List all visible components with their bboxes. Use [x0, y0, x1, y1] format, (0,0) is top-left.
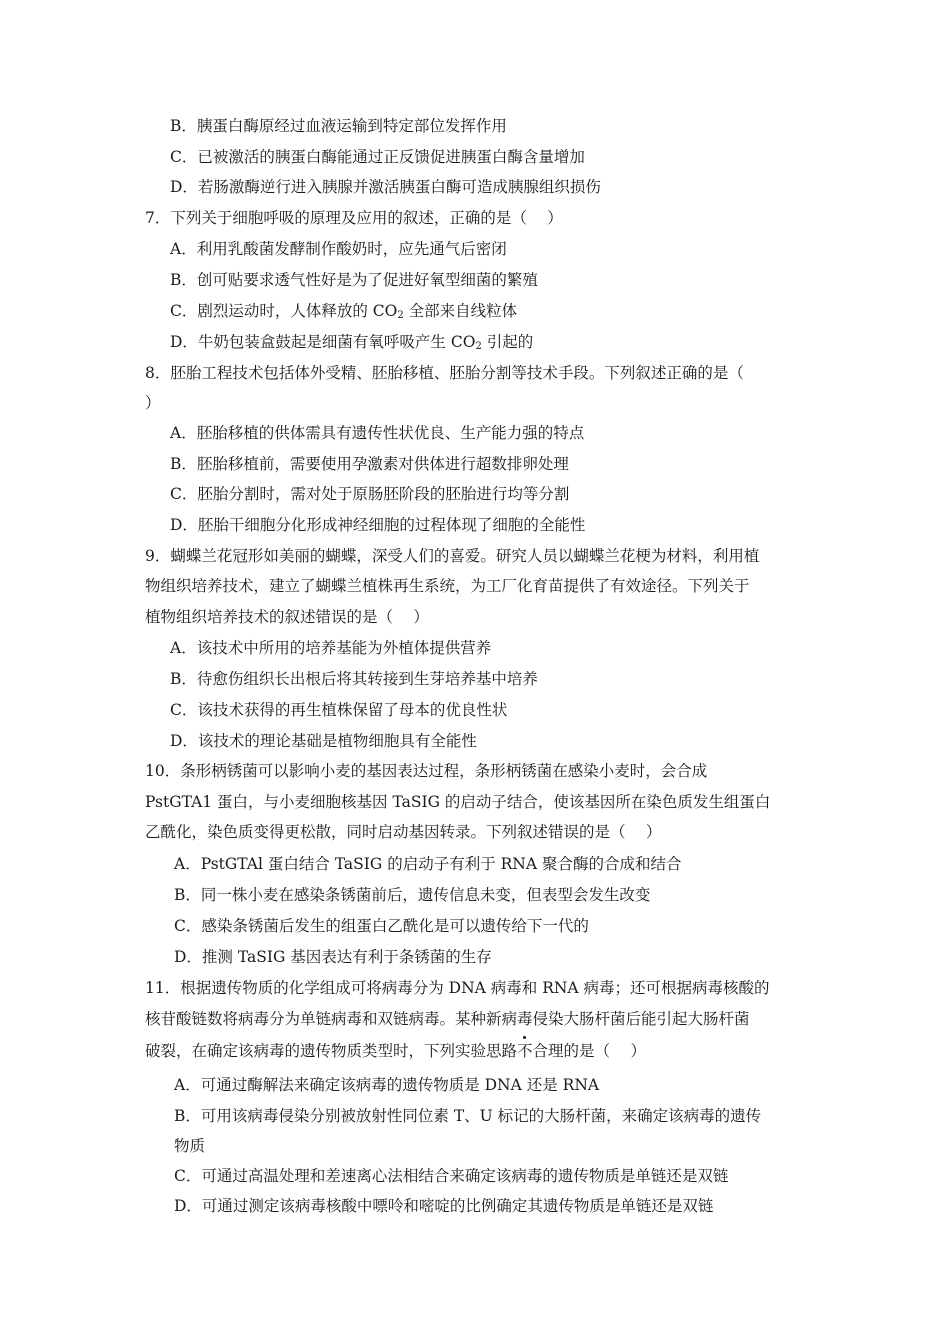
q11-stem-line3-post: 合理的是（ ） [532, 1042, 646, 1060]
q9-option-b: B．待愈伤组织长出根后将其转接到生芽培养基中培养 [170, 670, 538, 688]
q7-option-d [170, 332, 533, 352]
q9-option-d: D．该技术的理论基础是植物细胞具有全能性 [170, 732, 477, 750]
q11-option-b-line2: 物质 [174, 1137, 206, 1155]
q9-stem-line3: 植物组织培养技术的叙述错误的是（ ） [145, 608, 429, 626]
q8-option-d: D．胚胎干细胞分化形成神经细胞的过程体现了细胞的全能性 [170, 516, 586, 534]
q6-option-b: B．胰蛋白酶原经过血液运输到特定部位发挥作用 [170, 117, 507, 135]
q11-stem-line3-pre: 破裂，在确定该病毒的遗传物质类型时，下列实验思路 [145, 1042, 518, 1060]
q8-option-c: C．胚胎分割时，需对处于原肠胚阶段的胚胎进行均等分割 [170, 485, 570, 503]
q10-option-d: D．推测 TaSIG 基因表达有利于条锈菌的生存 [174, 948, 492, 966]
q10-option-a: A．PstGTAl 蛋白结合 TaSIG 的启动子有利于 RNA 聚合酶的合成和结合 [174, 855, 682, 873]
q9-stem-line2: 物组织培养技术，建立了蝴蝶兰植株再生系统，为工厂化育苗提供了有效途径。下列关于 [145, 577, 750, 595]
q10-stem-line1: 10．条形柄锈菌可以影响小麦的基因表达过程，条形柄锈菌在感染小麦时，会合成 [145, 762, 708, 780]
q6-option-d: D．若肠激酶逆行进入胰腺并激活胰蛋白酶可造成胰腺组织损伤 [170, 178, 601, 196]
q9-stem-line1: 9．蝴蝶兰花冠形如美丽的蝴蝶，深受人们的喜爱。研究人员以蝴蝶兰花梗为材料，利用植 [145, 547, 760, 565]
q7-option-d-pre: D．牛奶包装盒鼓起是细菌有氧呼吸产生 CO [170, 333, 476, 351]
q9-option-c: C．该技术获得的再生植株保留了母本的优良性状 [170, 701, 508, 719]
q7-option-d-post: 引起的 [481, 333, 534, 351]
q7-option-c-pre: C．剧烈运动时，人体释放的 CO [170, 302, 398, 320]
q11-option-a: A．可通过酶解法来确定该病毒的遗传物质是 DNA 还是 RNA [174, 1076, 600, 1094]
q7-stem: 7．下列关于细胞呼吸的原理及应用的叙述，正确的是（ ） [145, 209, 563, 227]
q8-option-b: B．胚胎移植前，需要使用孕激素对供体进行超数排卵处理 [170, 455, 569, 473]
q11-stem-line2: 核苷酸链数将病毒分为单链病毒和双链病毒。某种新病毒侵染大肠杆菌后能引起大肠杆菌 [145, 1010, 750, 1028]
q7-option-a: A．利用乳酸菌发酵制作酸奶时，应先通气后密闭 [170, 240, 507, 258]
q10-option-b: B．同一株小麦在感染条锈菌前后，遗传信息未变，但表型会发生改变 [174, 886, 651, 904]
q11-option-b-line1: B．可用该病毒侵染分别被放射性同位素 T、U 标记的大肠杆菌，来确定该病毒的遗传 [174, 1107, 762, 1125]
q7-option-c-sub: 2 [397, 310, 404, 321]
q11-stem-line1: 11．根据遗传物质的化学组成可将病毒分为 DNA 病毒和 RNA 病毒；还可根据病毒核酸的 [145, 979, 770, 997]
q11-option-c: C．可通过高温处理和差速离心法相结合来确定该病毒的遗传物质是单链还是双链 [174, 1167, 729, 1185]
q10-stem-line3: 乙酰化，染色质变得更松散，同时启动基因转录。下列叙述错误的是（ ） [145, 823, 662, 841]
q11-option-d: D．可通过测定该病毒核酸中嘌呤和嘧啶的比例确定其遗传物质是单链还是双链 [174, 1197, 714, 1215]
q7-option-b: B．创可贴要求透气性好是为了促进好氧型细菌的繁殖 [170, 271, 538, 289]
q7-option-c [170, 301, 517, 321]
q11-stem-line3 [145, 1041, 646, 1061]
q11-emphasis-not: 不 [517, 1042, 533, 1060]
q8-stem-line2: ） [145, 394, 161, 412]
q7-option-d-sub: 2 [475, 341, 482, 352]
q10-option-c: C．感染条锈菌后发生的组蛋白乙酰化是可以遗传给下一代的 [174, 917, 589, 935]
q7-option-c-post: 全部来自线粒体 [403, 302, 518, 320]
q8-stem-line1: 8．胚胎工程技术包括体外受精、胚胎移植、胚胎分割等技术手段。下列叙述正确的是（ [145, 364, 744, 382]
q8-option-a: A．胚胎移植的供体需具有遗传性状优良、生产能力强的特点 [170, 424, 585, 442]
q6-option-c: C．已被激活的胰蛋白酶能通过正反馈促进胰蛋白酶含量增加 [170, 148, 585, 166]
q10-stem-line2: PstGTA1 蛋白，与小麦细胞核基因 TaSIG 的启动子结合，使该基因所在染色质发生组蛋白 [145, 793, 771, 811]
q9-option-a: A．该技术中所用的培养基能为外植体提供营养 [170, 639, 492, 657]
